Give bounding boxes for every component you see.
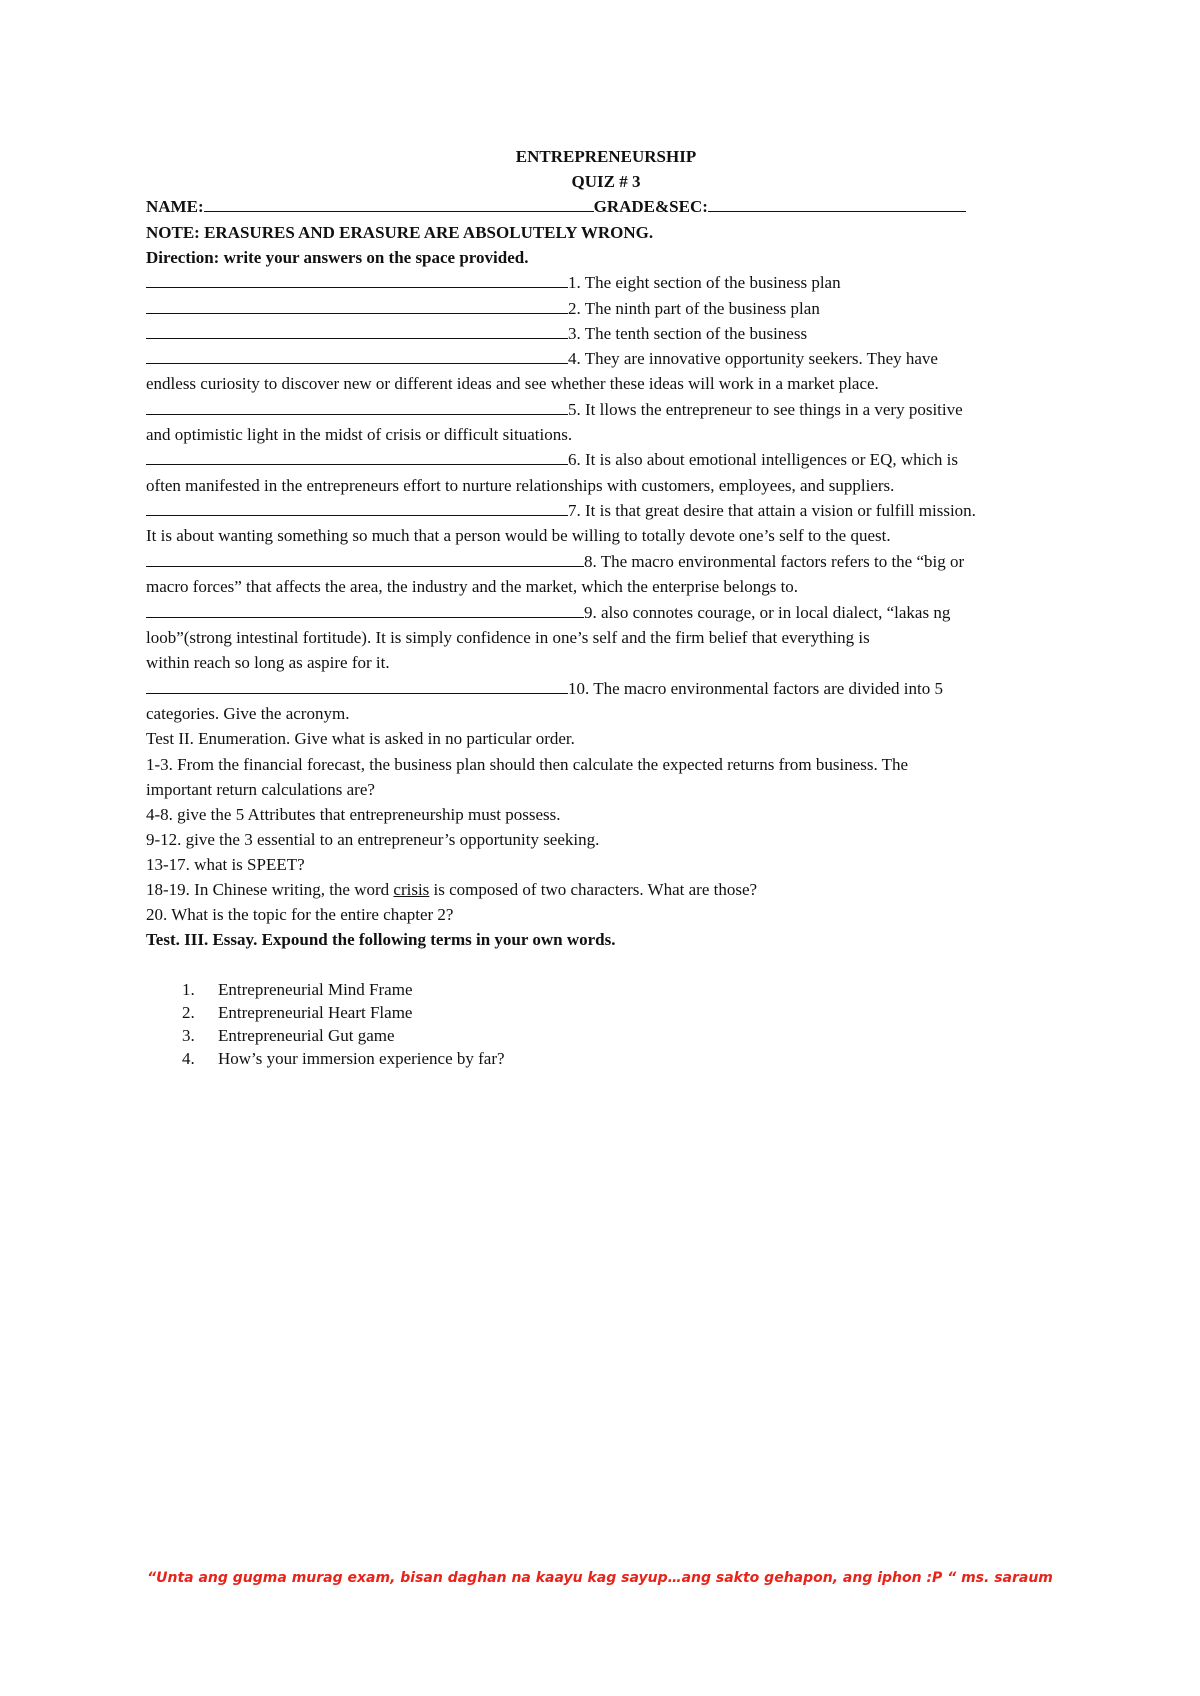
question-1 [146, 270, 1066, 295]
answer-blank[interactable] [146, 397, 568, 415]
question-9-cont2: within reach so long as aspire for it. [146, 653, 390, 672]
question-text: 7. It is that great desire that attain a vision or fulfill mission. [568, 501, 976, 520]
question-2 [146, 296, 1066, 321]
item-number: 1. [182, 980, 195, 999]
item-text: Entrepreneurial Gut game [218, 1026, 395, 1045]
question-6 [146, 447, 1066, 472]
item-text: Entrepreneurial Mind Frame [218, 980, 413, 999]
note: NOTE: ERASURES AND ERASURE ARE ABSOLUTELY WRONG. [146, 223, 654, 242]
name-grade-row [146, 194, 1066, 219]
question-text: 5. It llows the entrepreneur to see things in a very positive [568, 400, 963, 419]
answer-blank[interactable] [146, 600, 584, 618]
question-8-cont: macro forces” that affects the area, the industry and the market, which the enterprise belongs to. [146, 577, 799, 596]
test3-heading: Test. III. Essay. Expound the following terms in your own words. [146, 930, 616, 949]
answer-blank[interactable] [146, 447, 568, 465]
question-4 [146, 346, 1066, 371]
question-text: 9. also connotes courage, or in local dialect, “lakas ng [584, 603, 951, 622]
essay-item-2 [182, 1001, 412, 1024]
direction: Direction: write your answers on the space provided. [146, 248, 529, 267]
question-text: 1. The eight section of the business plan [568, 273, 841, 292]
test2-q1: 1-3. From the financial forecast, the business plan should then calculate the expected returns from business. The [146, 755, 909, 774]
question-4-cont: endless curiosity to discover new or different ideas and see whether these ideas will work in a market place. [146, 374, 879, 393]
essay-item-1 [182, 978, 413, 1001]
question-text: 3. The tenth section of the business [568, 324, 808, 343]
test2-q4: 13-17. what is SPEET? [146, 855, 305, 874]
document-title: ENTREPRENEURSHIP [515, 147, 697, 166]
answer-blank[interactable] [146, 270, 568, 288]
question-3 [146, 321, 1066, 346]
test2-q1-cont: important return calculations are? [146, 780, 375, 799]
q5-text-end: is composed of two characters. What are those? [429, 880, 758, 899]
item-text: Entrepreneurial Heart Flame [218, 1003, 413, 1022]
question-7-cont: It is about wanting something so much that a person would be willing to totally devote one’s self to the quest. [146, 526, 891, 545]
question-text: 10. The macro environmental factors are divided into 5 [568, 679, 943, 698]
test2-q5 [146, 877, 1066, 902]
answer-blank[interactable] [146, 296, 568, 314]
question-8 [146, 549, 1066, 574]
question-text: 8. The macro environmental factors refers to the “big or [584, 552, 965, 571]
question-text: 6. It is also about emotional intelligences or EQ, which is [568, 450, 958, 469]
answer-blank[interactable] [146, 498, 568, 516]
question-9 [146, 600, 1066, 625]
answer-blank[interactable] [146, 321, 568, 339]
question-5 [146, 397, 1066, 422]
name-field[interactable] [204, 194, 594, 212]
question-5-cont: and optimistic light in the midst of crisis or difficult situations. [146, 425, 573, 444]
q5-underlined-word: crisis [393, 880, 430, 899]
quiz-number: QUIZ # 3 [571, 172, 641, 191]
item-number: 2. [182, 1003, 195, 1022]
question-text: 4. They are innovative opportunity seekers. They have [568, 349, 938, 368]
q5-text-start: 18-19. In Chinese writing, the word [146, 880, 394, 899]
grade-section-field[interactable] [708, 194, 966, 212]
question-9-cont: loob”(strong intestinal fortitude). It is simply confidence in one’s self and the firm belief that everything is [146, 628, 870, 647]
question-6-cont: often manifested in the entrepreneurs effort to nurture relationships with customers, employees, and suppliers. [146, 476, 895, 495]
essay-item-4 [182, 1047, 505, 1070]
test2-q2: 4-8. give the 5 Attributes that entrepreneurship must possess. [146, 805, 561, 824]
answer-blank[interactable] [146, 549, 584, 567]
grade-label: GRADE&SEC: [593, 197, 708, 216]
name-label: NAME: [146, 197, 204, 216]
question-10-cont: categories. Give the acronym. [146, 704, 350, 723]
item-number: 3. [182, 1026, 195, 1045]
answer-blank[interactable] [146, 346, 568, 364]
test2-q3: 9-12. give the 3 essential to an entrepreneur’s opportunity seeking. [146, 830, 600, 849]
question-10 [146, 676, 1066, 701]
question-7 [146, 498, 1066, 523]
question-text: 2. The ninth part of the business plan [568, 299, 820, 318]
essay-item-3 [182, 1024, 395, 1047]
item-number: 4. [182, 1049, 195, 1068]
test2-q6: 20. What is the topic for the entire chapter 2? [146, 905, 454, 924]
test2-heading: Test II. Enumeration. Give what is asked in no particular order. [146, 729, 575, 748]
footer-quote: “Unta ang gugma murag exam, bisan daghan na kaayu kag sayup…ang sakto gehapon, ang iphon :P “ ms. saraum [147, 1570, 1053, 1586]
item-text: How’s your immersion experience by far? [218, 1049, 505, 1068]
answer-blank[interactable] [146, 676, 568, 694]
